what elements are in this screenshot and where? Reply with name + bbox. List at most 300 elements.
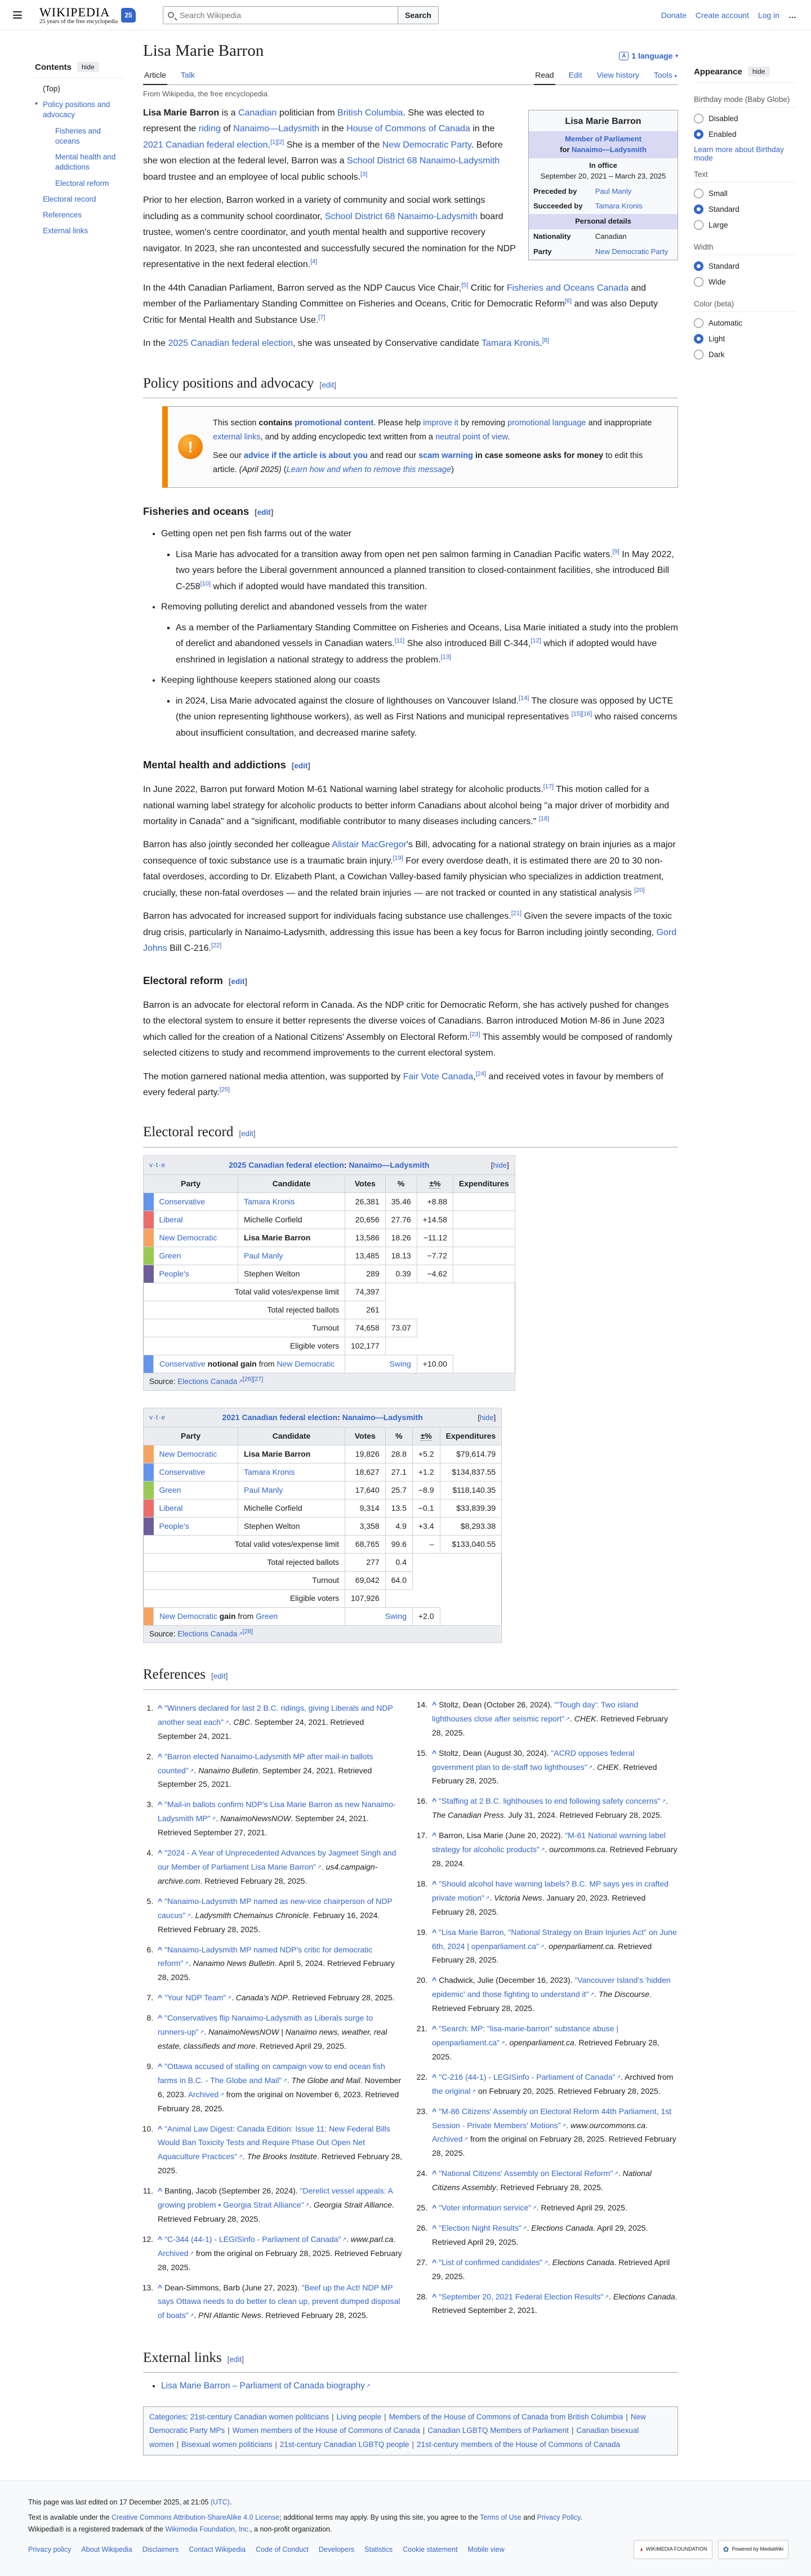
- total-label: Total valid votes/expense limit: [144, 1283, 345, 1301]
- ref-citation-link[interactable]: [21]: [511, 910, 522, 917]
- category-link[interactable]: Members of the House of Commons of Canada from British Columbia: [389, 2412, 623, 2421]
- footer-link-mobile-view[interactable]: Mobile view: [467, 2545, 505, 2553]
- swing-cell: [345, 1355, 417, 1373]
- edit-link[interactable]: edit: [257, 508, 271, 517]
- expenditures-cell: [453, 1247, 515, 1265]
- sidebar-item-label[interactable]: Fisheries and oceans: [55, 126, 101, 145]
- radio-checked-icon[interactable]: [694, 130, 703, 139]
- ref-backlink[interactable]: ^: [158, 1945, 163, 1954]
- italic-text: NanaimoNewsNOW | Nanaimo news, weather, real estate, classifieds and more: [158, 2027, 387, 2050]
- categories-label[interactable]: Categories: [149, 2412, 186, 2421]
- sidebar-item-label[interactable]: Policy positions and advocacy: [43, 100, 110, 119]
- office-link[interactable]: Member of Parliament: [565, 135, 641, 144]
- change-cell: +3.4: [412, 1518, 440, 1536]
- change-cell: +14.58: [417, 1211, 453, 1229]
- list-subitem: [176, 620, 678, 668]
- infobox-value-link[interactable]: New Democratic Party: [595, 247, 669, 256]
- radio-option-large[interactable]: [694, 220, 796, 230]
- inline-link[interactable]: Fisheries and Oceans Canada: [506, 283, 629, 293]
- external-link[interactable]: "Nanaimo-Ladysmith MP named NDP's critic for democratic reform" ↗: [158, 1945, 372, 1968]
- external-link[interactable]: "Lisa Marie Barron, "National Strategy on Brain Injuries Act" on June 6th, 2024 | openparliament.ca" ↗: [432, 1928, 677, 1951]
- party-link[interactable]: Green: [159, 1251, 181, 1260]
- ref-citation-link[interactable]: [19]: [393, 855, 403, 862]
- party-link[interactable]: Green: [159, 1485, 181, 1495]
- inline-link[interactable]: Canadian: [238, 108, 277, 118]
- sidebar-item-mental-health-and-addictions[interactable]: [43, 152, 124, 172]
- ref-backlink[interactable]: ^: [158, 1896, 163, 1906]
- inline-link[interactable]: Tamara Kronis: [482, 339, 540, 349]
- vte-links[interactable]: v·t·e: [149, 1160, 166, 1169]
- infobox-body: [529, 110, 678, 260]
- ref-citation-link[interactable]: [22]: [211, 942, 222, 949]
- footer-link-disclaimers[interactable]: Disclaimers: [142, 2545, 179, 2553]
- party-color-swatch: [144, 1445, 154, 1463]
- edit-link[interactable]: edit: [322, 380, 334, 389]
- external-link[interactable]: "Should alcohol have warning labels? B.C. MP says yes in crafted private motion" ↗: [432, 1879, 669, 1902]
- inline-link[interactable]: external links: [213, 433, 261, 442]
- ref-citation-link[interactable]: [5]: [461, 282, 469, 289]
- ref-citation-link[interactable]: [6]: [564, 297, 572, 305]
- category-link[interactable]: Women members of the House of Commons of Canada: [232, 2426, 420, 2435]
- body-paragraph: [143, 837, 678, 901]
- ref-backlink[interactable]: ^: [432, 2024, 437, 2034]
- ref-backlink[interactable]: ^: [432, 1699, 437, 1709]
- radio-option-standard[interactable]: [694, 261, 796, 271]
- radio-option-wide[interactable]: [694, 277, 796, 287]
- party-cell: [154, 1481, 238, 1500]
- category-link[interactable]: 21st-century members of the House of Commons of Canada: [417, 2440, 620, 2449]
- reference-item: [155, 1750, 404, 1792]
- inline-link[interactable]: promotional language: [507, 419, 586, 428]
- ref-backlink[interactable]: ^: [432, 2106, 437, 2116]
- ref-citation-link[interactable]: [18]: [538, 815, 550, 822]
- inline-link[interactable]: Wikimedia Foundation, Inc.: [165, 2525, 251, 2534]
- footer-link-privacy-policy[interactable]: Privacy policy: [28, 2545, 72, 2553]
- inline-link[interactable]: Conservative: [159, 1359, 206, 1368]
- radio-label: Standard: [708, 262, 739, 270]
- radio-unchecked-icon[interactable]: [694, 318, 703, 328]
- ref-citation-link[interactable]: [12]: [531, 637, 541, 644]
- inline-link[interactable]: New Democratic: [277, 1359, 335, 1368]
- inline-link[interactable]: (UTC): [210, 2498, 230, 2506]
- sidebar-item-label[interactable]: References: [43, 210, 82, 219]
- italic-text: CBC: [233, 1717, 250, 1727]
- tabs-right: [534, 66, 678, 84]
- search-input[interactable]: [179, 10, 393, 20]
- external-link[interactable]: "National Citizens' Assembly on Electoral Reform" ↗: [439, 2169, 618, 2178]
- sidebar-item-label[interactable]: Electoral record: [43, 194, 96, 203]
- candidate-link[interactable]: Paul Manly: [244, 1485, 283, 1495]
- sidebar-item-label[interactable]: External links: [43, 226, 88, 235]
- table-hide-button[interactable]: [hide]: [491, 1160, 509, 1169]
- ref-citation-link[interactable]: [1][2]: [270, 139, 284, 146]
- ref-backlink[interactable]: ^: [158, 2124, 163, 2133]
- ref-backlink[interactable]: ^: [432, 1927, 437, 1937]
- category-link[interactable]: Living people: [336, 2412, 382, 2421]
- italic-text: National Citizens Assembly: [432, 2169, 652, 2192]
- edit-link[interactable]: edit: [229, 2355, 242, 2364]
- candidate-cell: [238, 1518, 345, 1536]
- inline-link[interactable]: School District 68 Nanaimo-Ladysmith: [346, 156, 500, 166]
- ref-backlink[interactable]: ^: [432, 1976, 437, 1985]
- inline-link[interactable]: New Democratic: [159, 1612, 217, 1621]
- votes-cell: 69,042: [345, 1572, 386, 1590]
- ref-citation-link[interactable]: [7]: [318, 314, 326, 321]
- text: Source:: [149, 1630, 178, 1639]
- candidate-link[interactable]: Paul Manly: [244, 1251, 283, 1260]
- ref-backlink[interactable]: ^: [432, 2292, 437, 2301]
- party-color-swatch: [144, 1608, 154, 1626]
- chevron-down-icon[interactable]: ▾: [35, 101, 38, 108]
- external-link[interactable]: Archived ↗: [432, 2134, 468, 2143]
- external-link[interactable]: the original ↗: [432, 2086, 476, 2095]
- percent-cell: 28.8: [385, 1445, 412, 1463]
- ref-citation-link[interactable]: [9]: [612, 548, 620, 555]
- ref-citation-link[interactable]: [23]: [470, 1031, 480, 1038]
- text: . Retrieved February 28, 2025.: [261, 2311, 368, 2320]
- external-link[interactable]: "Search: MP: "lisa-marie-barron" substance abuse | openparliament.ca" ↗: [432, 2024, 618, 2047]
- references-list: [143, 1698, 678, 2326]
- ref-backlink[interactable]: ^: [158, 2013, 163, 2023]
- ref-backlink[interactable]: ^: [432, 2169, 437, 2178]
- radio-option-dark[interactable]: [694, 350, 796, 359]
- inline-link[interactable]: Terms of Use: [480, 2513, 522, 2522]
- percent-cell: 27.76: [385, 1211, 417, 1229]
- language-button[interactable]: A 1 language ▾: [619, 51, 678, 60]
- external-link[interactable]: Lisa Marie Barron – Parliament of Canada biography ↗: [161, 2381, 370, 2391]
- tab-edit[interactable]: Edit: [568, 70, 582, 79]
- external-link[interactable]: "C-216 (44-1) - LEGISinfo - Parliament of Canada" ↗: [439, 2072, 621, 2081]
- external-link[interactable]: "Animal Law Digest: Canada Edition: Issue 11: New Federal Bills Would Ban Toxicity Tests and Require Phase Out Open Net Aquaculture Practices" ↗: [158, 2124, 390, 2161]
- text: .: [645, 2120, 648, 2130]
- votes-cell: 3,358: [345, 1518, 386, 1536]
- ref-backlink[interactable]: ^: [158, 1993, 163, 2003]
- category-link[interactable]: 21st-century Canadian women politicians: [190, 2412, 329, 2421]
- radio-unchecked-icon[interactable]: [694, 277, 703, 287]
- article-subtitle: From Wikipedia, the free encyclopedia: [143, 90, 268, 98]
- text: . Wikipedia® is a registered trademark of the: [28, 2513, 582, 2534]
- external-link[interactable]: Archived ↗: [188, 2090, 224, 2099]
- external-link[interactable]: Elections Canada ↗: [177, 1630, 242, 1638]
- ref-citation-link[interactable]: [8]: [542, 337, 549, 344]
- more-menu-icon[interactable]: …: [788, 10, 796, 20]
- text: .: [618, 2169, 623, 2178]
- category-link[interactable]: Canadian bisexual women: [149, 2426, 639, 2449]
- header-link-donate[interactable]: Donate: [661, 10, 687, 20]
- ref-backlink[interactable]: ^: [432, 2257, 437, 2267]
- search-bar: [163, 6, 439, 24]
- edit-link[interactable]: edit: [294, 762, 308, 771]
- ref-backlink[interactable]: ^: [158, 2186, 163, 2196]
- inline-link[interactable]: Creative Commons Attribution-ShareAlike 4.0 License: [112, 2513, 280, 2522]
- inline-link[interactable]: advice if the article is about you: [243, 451, 368, 460]
- radio-checked-icon[interactable]: [694, 204, 703, 214]
- ref-citation: [634, 887, 644, 894]
- table-row: [144, 1463, 502, 1481]
- ref-citation-link[interactable]: [24]: [475, 1070, 486, 1078]
- ref-citation-link[interactable]: [25]: [219, 1086, 230, 1093]
- inline-link[interactable]: New Democratic Party: [382, 140, 471, 150]
- ref-backlink[interactable]: ^: [158, 1751, 163, 1761]
- radio-option-automatic[interactable]: [694, 318, 796, 328]
- inline-link[interactable]: Learn how and when to remove this message: [286, 465, 452, 475]
- inline-link[interactable]: Nanaimo—Ladysmith: [342, 1413, 423, 1422]
- text: :: [344, 1160, 349, 1169]
- table-row: [144, 1481, 502, 1500]
- ref-citation-link[interactable]: [26][27]: [242, 1376, 264, 1383]
- party-link[interactable]: Liberal: [159, 1214, 183, 1224]
- votes-cell: 13,586: [345, 1229, 386, 1247]
- vte-links[interactable]: v·t·e: [149, 1413, 166, 1422]
- fisheries-list: [146, 526, 678, 741]
- infobox-value: Canadian: [595, 232, 627, 241]
- ref-backlink[interactable]: ^: [432, 1831, 437, 1840]
- inline-link[interactable]: improve it: [423, 419, 458, 428]
- ref-backlink[interactable]: ^: [432, 1748, 437, 1758]
- radio-label: Small: [708, 189, 728, 198]
- swing-link[interactable]: Swing: [389, 1359, 411, 1368]
- ref-backlink[interactable]: ^: [158, 2283, 163, 2292]
- external-link[interactable]: "Staffing at 2 B.C. lighthouses to end following safety concerns" ↗: [439, 1796, 666, 1805]
- radio-option-standard[interactable]: [694, 204, 796, 214]
- inline-link[interactable]: Privacy Policy: [537, 2513, 581, 2522]
- sidebar-item-policy-positions-and-advocacy[interactable]: [35, 100, 124, 120]
- edit-link[interactable]: edit: [213, 1672, 226, 1681]
- inline-link[interactable]: promotional content: [295, 419, 374, 428]
- sidebar-item-external-links[interactable]: [43, 226, 124, 236]
- radio-option-light[interactable]: [694, 334, 796, 344]
- text: and read our: [367, 451, 419, 460]
- votes-cell: 277: [345, 1554, 386, 1572]
- radio-unchecked-icon[interactable]: [694, 350, 703, 359]
- party-cell: [154, 1445, 238, 1463]
- ref-citation-link[interactable]: [15][16]: [571, 710, 592, 718]
- appearance-learn-more-link[interactable]: Learn more about Birthday mode: [694, 145, 784, 162]
- infobox-row: [529, 229, 678, 244]
- tab-article[interactable]: Article: [143, 66, 167, 85]
- ref-citation-link[interactable]: [3]: [360, 171, 368, 178]
- tab-read[interactable]: Read: [534, 66, 555, 85]
- ref-citation-link[interactable]: [17]: [543, 783, 554, 790]
- text: which if adopted would have enshrined in legislation a national strategy to address the problem.: [176, 639, 657, 665]
- reference-item: [430, 1828, 678, 1871]
- radio-unchecked-icon[interactable]: [694, 220, 703, 230]
- ref-backlink[interactable]: ^: [432, 1796, 437, 1806]
- external-link[interactable]: "Nanaimo-Ladysmith MP named as new-vice chairperson of NDP caucus" ↗: [158, 1897, 393, 1920]
- external-link[interactable]: "September 20, 2021 Federal Election Results" ↗: [439, 2292, 609, 2301]
- footer-link-code-of-conduct[interactable]: Code of Conduct: [256, 2545, 309, 2553]
- external-link[interactable]: "Beef up the Act! NDP MP says Ottawa needs to do better to clean up, prevent dumped disposal of boats" ↗: [158, 2283, 400, 2320]
- appearance-group-label: Width: [694, 236, 796, 255]
- footer-link-statistics[interactable]: Statistics: [364, 2545, 393, 2553]
- inline-link[interactable]: Nanaimo—Ladysmith: [349, 1160, 430, 1169]
- section-heading-reform: Electoral reform [edit]: [143, 974, 247, 986]
- footer-link-developers[interactable]: Developers: [318, 2545, 355, 2553]
- swing-link[interactable]: Swing: [385, 1612, 407, 1621]
- external-link[interactable]: "Vancouver Island's 'hidden epidemic' and those fighting to understand it" ↗: [432, 1976, 671, 1999]
- sidebar-item-electoral-reform[interactable]: [43, 179, 124, 189]
- external-link[interactable]: "List of confirmed candidates" ↗: [439, 2258, 548, 2267]
- inline-link[interactable]: British Columbia: [337, 108, 403, 118]
- ref-citation-link[interactable]: [28]: [242, 1628, 253, 1635]
- radio-checked-icon[interactable]: [694, 261, 703, 271]
- votes-cell: 19,826: [345, 1445, 386, 1463]
- radio-option-small[interactable]: [694, 189, 796, 198]
- sidebar-item--top-[interactable]: [43, 84, 124, 94]
- radio-unchecked-icon[interactable]: [694, 114, 703, 123]
- external-link[interactable]: "Ottawa accused of stalling on campaign vow to end ocean fish farms in B.C. - The Globe and Mail" ↗: [158, 2062, 385, 2085]
- ref-backlink[interactable]: ^: [432, 2072, 437, 2081]
- text: is a: [219, 108, 238, 118]
- external-link[interactable]: "Voter information service" ↗: [439, 2203, 537, 2212]
- expenditures-cell: [453, 1337, 515, 1355]
- sidebar-item-label[interactable]: Electoral reform: [55, 179, 109, 188]
- ref-backlink[interactable]: ^: [432, 1879, 437, 1888]
- ref-backlink[interactable]: ^: [158, 1848, 163, 1858]
- text: .: [194, 1765, 199, 1775]
- footer-link-contact-wikipedia[interactable]: Contact Wikipedia: [189, 2545, 246, 2553]
- party-link[interactable]: Conservative: [159, 1196, 206, 1206]
- search-button[interactable]: Search: [398, 6, 439, 24]
- footer-link-cookie-statement[interactable]: Cookie statement: [403, 2545, 458, 2553]
- category-link[interactable]: 21st-century Canadian LGBTQ people: [279, 2440, 409, 2449]
- inline-link[interactable]: Nanaimo—Ladysmith: [233, 124, 320, 134]
- ref-backlink[interactable]: ^: [158, 2234, 163, 2244]
- ref-citation-link[interactable]: [11]: [394, 637, 405, 644]
- expenditures-cell: $8,293.38: [440, 1518, 502, 1536]
- inline-link[interactable]: Alistair MacGregor: [332, 840, 407, 850]
- mediawiki-badge[interactable]: ✿ Powered by MediaWiki: [718, 2540, 788, 2559]
- external-link[interactable]: "'Tough day': Two island lighthouses close after seismic report" ↗: [432, 1700, 638, 1723]
- sidebar-item-electoral-record[interactable]: [43, 194, 124, 204]
- external-link[interactable]: Elections Canada ↗: [177, 1377, 242, 1386]
- ref-backlink[interactable]: ^: [432, 2203, 437, 2213]
- table-row: [144, 1265, 515, 1283]
- italic-text: ourcommons.ca: [549, 1845, 605, 1854]
- text: of: [220, 124, 234, 134]
- external-link[interactable]: "C-344 (44-1) - LEGISinfo - Parliament of Canada" ↗: [164, 2235, 346, 2244]
- contents-hide-button[interactable]: hide: [77, 62, 99, 72]
- inline-link[interactable]: 2021 Canadian federal election: [143, 140, 268, 150]
- category-link[interactable]: Canadian LGBTQ Members of Parliament: [427, 2426, 569, 2435]
- infobox-value-link[interactable]: Tamara Kronis: [595, 202, 643, 211]
- sidebar-item-references[interactable]: [43, 210, 124, 220]
- party-link[interactable]: People's: [159, 1269, 189, 1278]
- category-link[interactable]: New Democratic Party MPs: [149, 2412, 646, 2435]
- candidate-link[interactable]: Tamara Kronis: [244, 1196, 295, 1206]
- radio-option-enabled[interactable]: [694, 130, 796, 139]
- expenditures-cell: [453, 1211, 515, 1229]
- external-link[interactable]: "Conservatives flip Nanaimo-Ladysmith as Liberals surge to runners-up" ↗: [158, 2013, 373, 2036]
- external-link[interactable]: "M-61 National warning label strategy for alcoholic products" ↗: [432, 1831, 666, 1854]
- sidebar-item-fisheries-and-oceans[interactable]: [43, 126, 124, 146]
- ref-backlink[interactable]: ^: [158, 2061, 163, 2071]
- external-link[interactable]: "Barron elected Nanaimo-Ladysmith MP after mail-in ballots counted" ↗: [158, 1752, 373, 1775]
- external-link[interactable]: Archived ↗: [158, 2249, 194, 2258]
- italic-text: The Globe and Mail: [291, 2075, 360, 2085]
- wikipedia-logo[interactable]: [39, 5, 136, 25]
- ref-backlink[interactable]: ^: [158, 1703, 163, 1712]
- inline-link[interactable]: neutral point of view: [435, 433, 508, 442]
- inline-link[interactable]: scam warning: [418, 451, 473, 460]
- tab-tools[interactable]: Tools ▾: [653, 70, 677, 79]
- percent-cell: 64.0: [385, 1572, 412, 1590]
- banner-text-1: [213, 416, 667, 445]
- external-link[interactable]: "Derelict vessel appeals: A growing problem • Georgia Strait Alliance" ↗: [158, 2186, 393, 2209]
- header-link-log-in[interactable]: Log in: [757, 10, 779, 20]
- external-link[interactable]: "Mail-in ballots confirm NDP's Lisa Marie Barron as new Nanaimo-Ladysmith MP" ↗: [158, 1800, 396, 1823]
- external-link[interactable]: "Winners declared for last 2 B.C. ridings, giving Liberals and NDP another seat each" ↗: [158, 1703, 393, 1727]
- inline-link[interactable]: riding: [198, 124, 221, 134]
- wikimedia-foundation-badge[interactable]: ◑ WIKIMEDIA FOUNDATION: [634, 2540, 712, 2559]
- table-hide-button[interactable]: [hide]: [478, 1413, 496, 1422]
- inline-link[interactable]: Gord Johns: [143, 927, 677, 954]
- infobox-value-link[interactable]: Paul Manly: [595, 186, 632, 195]
- radio-option-disabled[interactable]: [694, 114, 796, 123]
- ref-backlink[interactable]: ^: [432, 2223, 437, 2232]
- ref-backlink[interactable]: ^: [158, 1800, 163, 1809]
- footer-link-about-wikipedia[interactable]: About Wikipedia: [81, 2545, 132, 2553]
- ref-citation-link[interactable]: [14]: [518, 695, 529, 702]
- sidebar-item-label[interactable]: Mental health and addictions: [55, 153, 116, 172]
- inline-link[interactable]: House of Commons of Canada: [346, 124, 470, 134]
- votes-cell: 13,485: [345, 1247, 386, 1265]
- radio-unchecked-icon[interactable]: [694, 189, 703, 198]
- ref-citation-link[interactable]: [13]: [440, 653, 451, 661]
- ref-citation-link[interactable]: [10]: [200, 580, 211, 588]
- section-heading-external: External links [edit]: [143, 2346, 678, 2373]
- reference-item: [155, 2232, 404, 2275]
- inline-link[interactable]: 2021 Canadian federal election: [222, 1413, 338, 1422]
- inline-link[interactable]: Fair Vote Canada: [403, 1071, 474, 1082]
- party-link[interactable]: New Democratic: [159, 1449, 217, 1459]
- inline-link[interactable]: 2025 Canadian federal election: [168, 339, 293, 349]
- candidate-link[interactable]: Tamara Kronis: [244, 1467, 295, 1477]
- party-link[interactable]: Liberal: [159, 1503, 183, 1513]
- ref-citation-link[interactable]: [4]: [310, 258, 318, 265]
- menu-icon[interactable]: [8, 6, 27, 25]
- category-link[interactable]: Bisexual women politicians: [181, 2440, 273, 2449]
- edit-link[interactable]: edit: [231, 977, 245, 986]
- inline-link[interactable]: Green: [256, 1612, 278, 1621]
- party-link[interactable]: People's: [159, 1521, 189, 1531]
- party-link[interactable]: New Democratic: [159, 1233, 217, 1242]
- edit-link[interactable]: edit: [241, 1129, 253, 1138]
- ref-citation-link[interactable]: [20]: [634, 887, 645, 894]
- external-link[interactable]: "ACRD opposes federal government plan to de-staff two lighthouses" ↗: [432, 1749, 634, 1772]
- table-total-row: [144, 1590, 502, 1608]
- text: . Retrieved February 28, 2025.: [496, 2183, 603, 2192]
- tab-view-history[interactable]: View history: [596, 70, 639, 79]
- candidate-cell: Lisa Marie Barron: [238, 1229, 345, 1247]
- appearance-hide-button[interactable]: hide: [748, 66, 770, 77]
- external-link[interactable]: "Your NDP Team" ↗: [164, 1993, 231, 2002]
- inline-link[interactable]: 2025 Canadian federal election: [229, 1160, 344, 1169]
- text: .: [489, 1893, 494, 1902]
- external-link[interactable]: "2024 - A Year of Unprecedented Advances by Jagmeet Singh and our Member of Parliament Lisa Marie Barron" ↗: [158, 1848, 396, 1871]
- riding-link[interactable]: Nanaimo—Ladysmith: [572, 145, 647, 154]
- reference-item: [155, 2059, 404, 2116]
- external-link[interactable]: "Election Night Results" ↗: [439, 2223, 527, 2232]
- party-link[interactable]: Conservative: [159, 1467, 206, 1477]
- radio-label: Wide: [708, 278, 726, 286]
- tab-talk[interactable]: Talk: [180, 70, 195, 79]
- external-link[interactable]: "M-86 Citizens' Assembly on Electoral Reform 44th Parliament, 1st Session - Private Members' Motions" ↗: [432, 2107, 671, 2130]
- header-link-create-account[interactable]: Create account: [695, 10, 749, 20]
- inline-link[interactable]: School District 68 Nanaimo-Ladysmith: [324, 211, 478, 221]
- radio-checked-icon[interactable]: [694, 334, 703, 344]
- votes-cell: 20,656: [345, 1211, 386, 1229]
